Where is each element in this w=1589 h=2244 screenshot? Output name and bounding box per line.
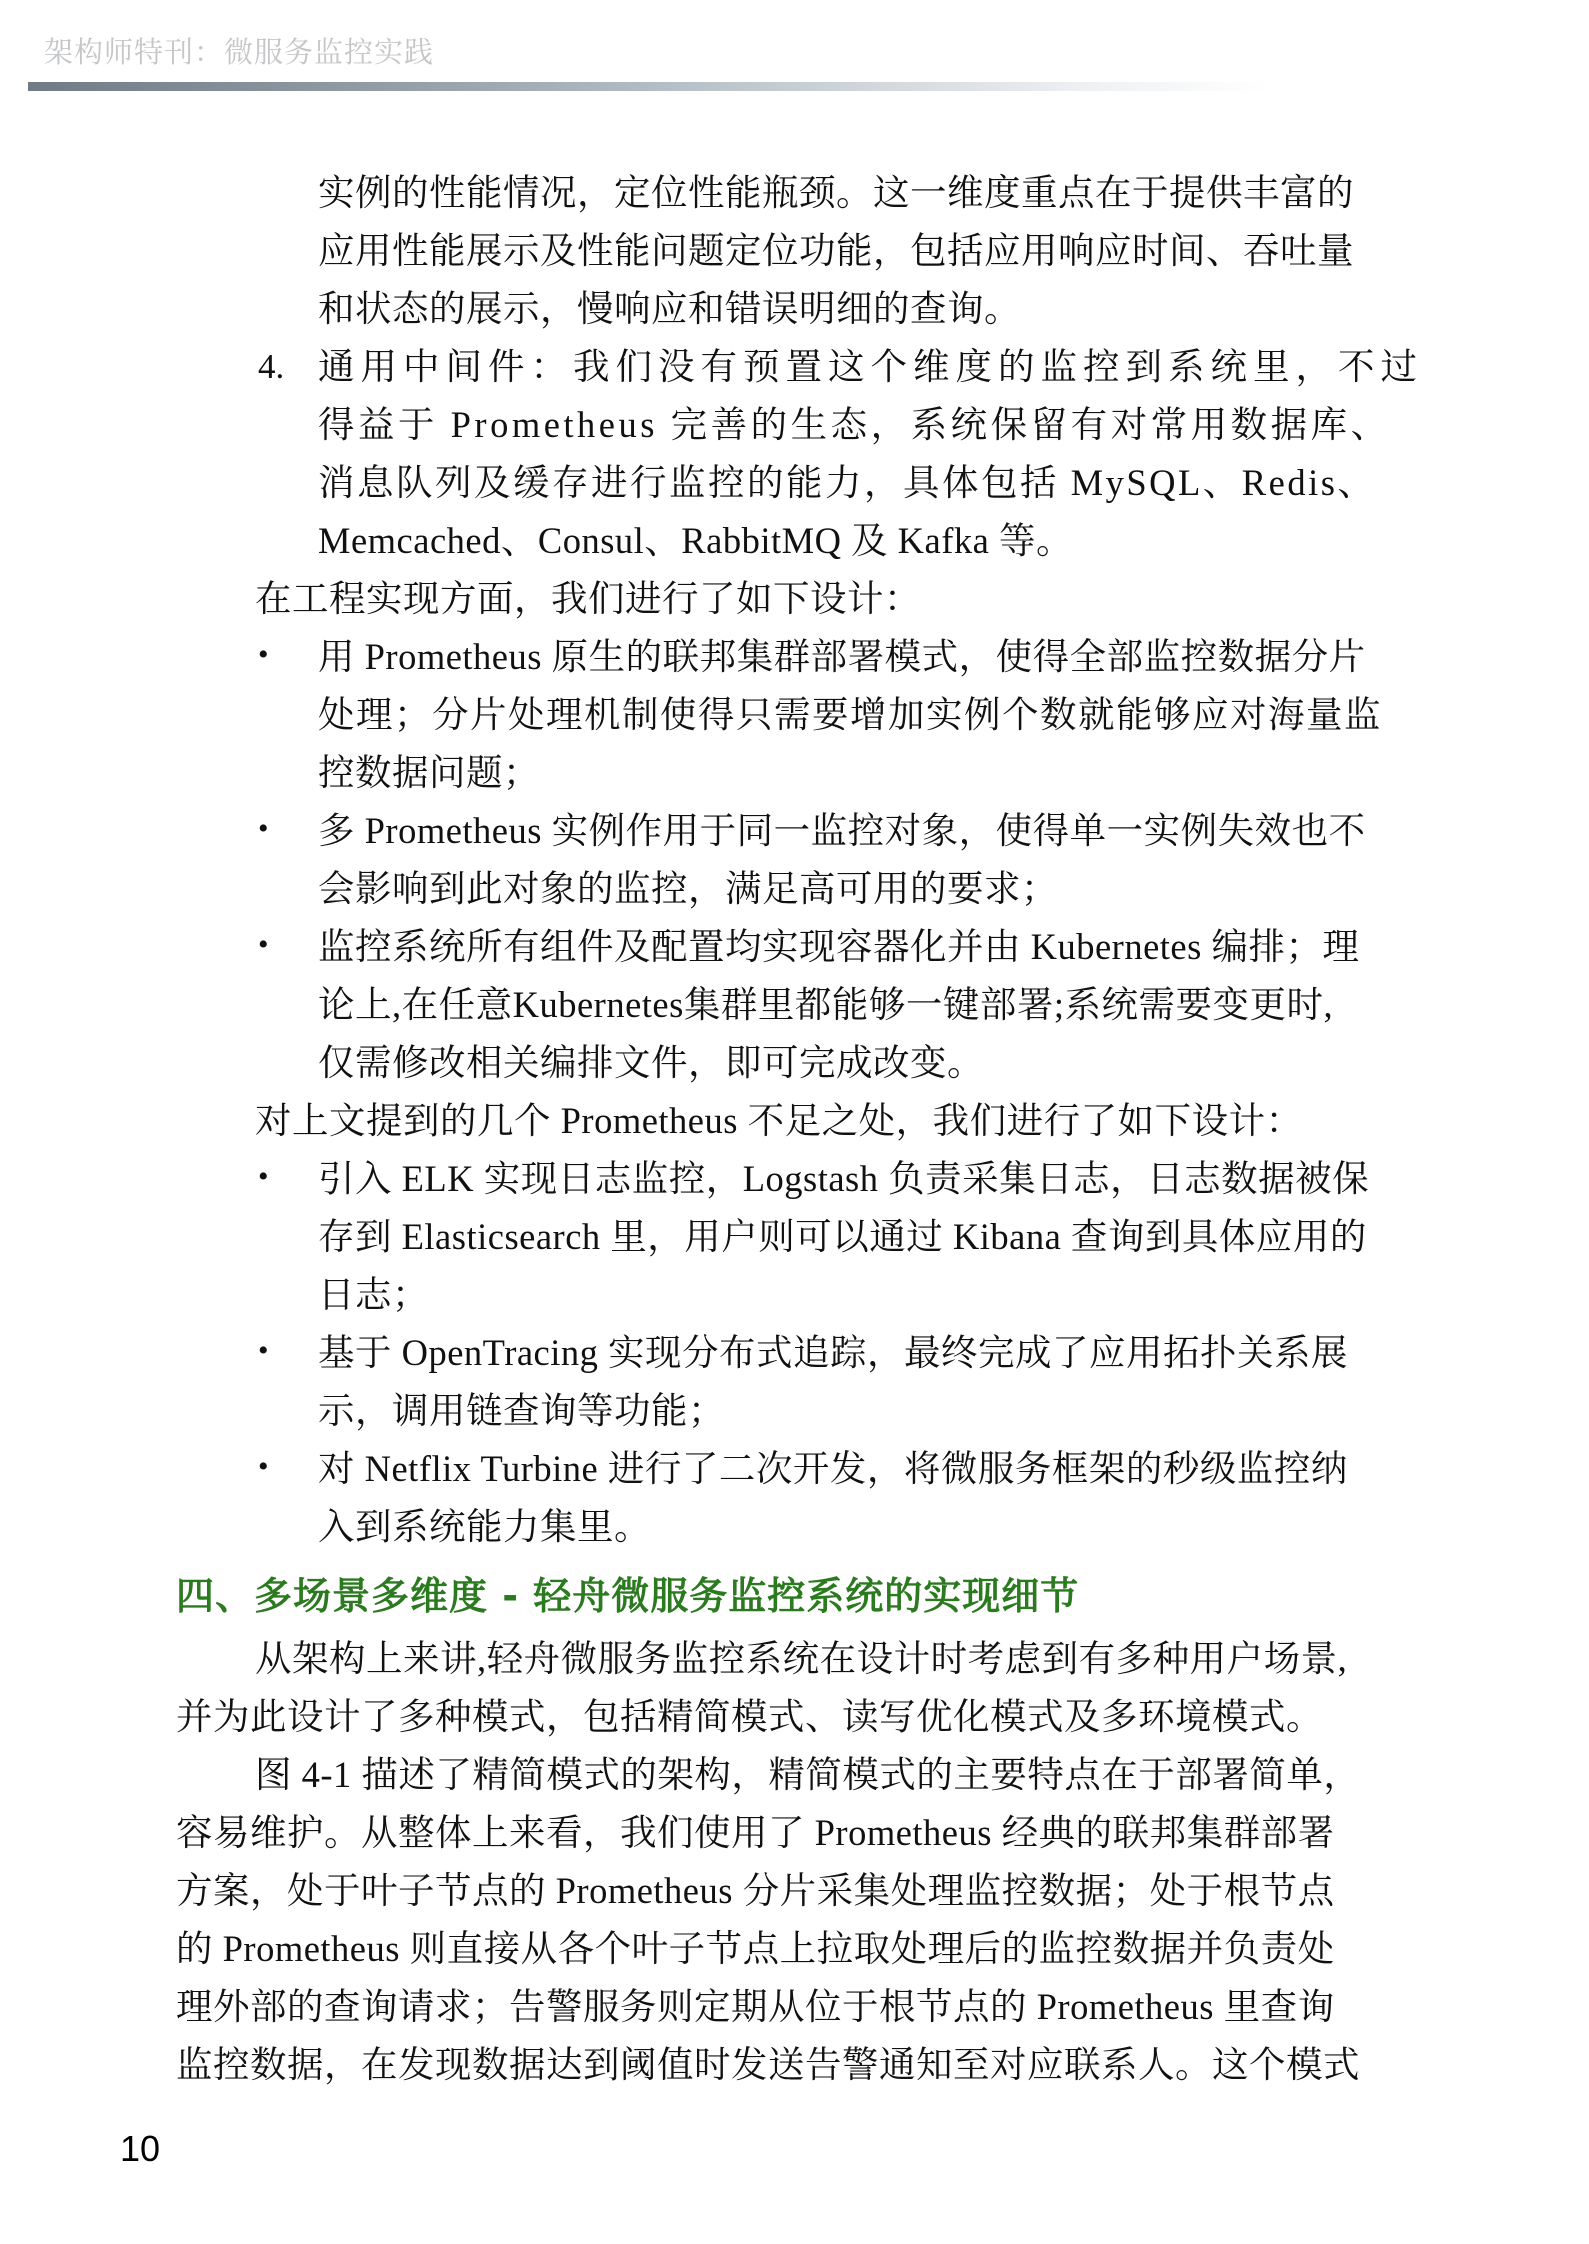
text-line: 和状态的展示，慢响应和错误明细的查询。 — [318, 288, 1021, 329]
text-line: 控数据问题； — [318, 752, 540, 793]
text-line: 得益于 Prometheus 完善的生态，系统保留有对常用数据库、 — [318, 404, 1391, 445]
paragraph-intro: 对上文提到的几个 Prometheus 不足之处，我们进行了如下设计： — [255, 1100, 1303, 1141]
text-line: 基于 OpenTracing 实现分布式追踪，最终完成了应用拓扑关系展 — [318, 1332, 1349, 1373]
text-line: 多 Prometheus 实例作用于同一监控对象，使得单一实例失效也不 — [318, 810, 1366, 851]
text-line: 实例的性能情况，定位性能瓶颈。这一维度重点在于提供丰富的 — [318, 172, 1354, 213]
text-line: 图 4-1 描述了精简模式的架构，精简模式的主要特点在于部署简单， — [255, 1754, 1361, 1795]
text-line: 会影响到此对象的监控，满足高可用的要求； — [318, 868, 1058, 909]
text-line: 日志； — [318, 1274, 429, 1315]
text-line: 从架构上来讲,轻舟微服务监控系统在设计时考虑到有多种用户场景, — [255, 1638, 1348, 1679]
page-number: 10 — [120, 2128, 161, 2169]
header-gradient-bar — [28, 82, 1268, 91]
text-line: 处理；分片处理机制使得只需要增加实例个数就能够应对海量监 — [318, 694, 1382, 735]
text-line: 用 Prometheus 原生的联邦集群部署模式，使得全部监控数据分片 — [318, 636, 1366, 677]
bullet-icon: • — [258, 1160, 269, 1193]
text-line: 容易维护。从整体上来看，我们使用了 Prometheus 经典的联邦集群部署 — [176, 1812, 1335, 1853]
bullet-icon: • — [258, 928, 269, 961]
paragraph-intro: 在工程实现方面，我们进行了如下设计： — [255, 578, 921, 619]
text-line: 方案，处于叶子节点的 Prometheus 分片采集处理监控数据；处于根节点 — [176, 1870, 1335, 1911]
text-line: 仅需修改相关编排文件，即可完成改变。 — [318, 1042, 984, 1083]
section-heading: 四、多场景多维度 - 轻舟微服务监控系统的实现细节 — [176, 1574, 1080, 1618]
text-line: 论上,在任意Kubernetes集群里都能够一键部署;系统需要变更时, — [318, 984, 1334, 1025]
text-line: 示，调用链查询等功能； — [318, 1390, 725, 1431]
text-line: 监控数据，在发现数据达到阈值时发送告警通知至对应联系人。这个模式 — [176, 2044, 1360, 2085]
text-line: 入到系统能力集里。 — [318, 1506, 651, 1547]
text-line: Memcached、Consul、RabbitMQ 及 Kafka 等。 — [318, 520, 1073, 561]
text-line: 的 Prometheus 则直接从各个叶子节点上拉取处理后的监控数据并负责处 — [176, 1928, 1335, 1969]
bullet-icon: • — [258, 638, 269, 671]
text-line: 引入 ELK 实现日志监控，Logstash 负责采集日志，日志数据被保 — [318, 1158, 1370, 1199]
bullet-icon: • — [258, 812, 269, 845]
text-line: 存到 Elasticsearch 里，用户则可以通过 Kibana 查询到具体应用的 — [318, 1216, 1367, 1257]
running-header-title: 架构师特刊：微服务监控实践 — [44, 35, 435, 69]
bullet-icon: • — [258, 1450, 269, 1483]
text-line: 应用性能展示及性能问题定位功能，包括应用响应时间、吞吐量 — [318, 230, 1354, 271]
bullet-icon: • — [258, 1334, 269, 1367]
text-line: 消息队列及缓存进行监控的能力，具体包括 MySQL、Redis、 — [318, 462, 1377, 503]
text-line: 监控系统所有组件及配置均实现容器化并由 Kubernetes 编排；理 — [318, 926, 1360, 967]
text-line: 通用中间件：我们没有预置这个维度的监控到系统里，不过 — [318, 346, 1423, 387]
text-line: 理外部的查询请求；告警服务则定期从位于根节点的 Prometheus 里查询 — [176, 1986, 1335, 2027]
list-number: 4. — [258, 347, 285, 386]
text-line: 并为此设计了多种模式，包括精简模式、读写优化模式及多环境模式。 — [176, 1696, 1323, 1737]
text-line: 对 Netflix Turbine 进行了二次开发，将微服务框架的秒级监控纳 — [318, 1448, 1348, 1489]
